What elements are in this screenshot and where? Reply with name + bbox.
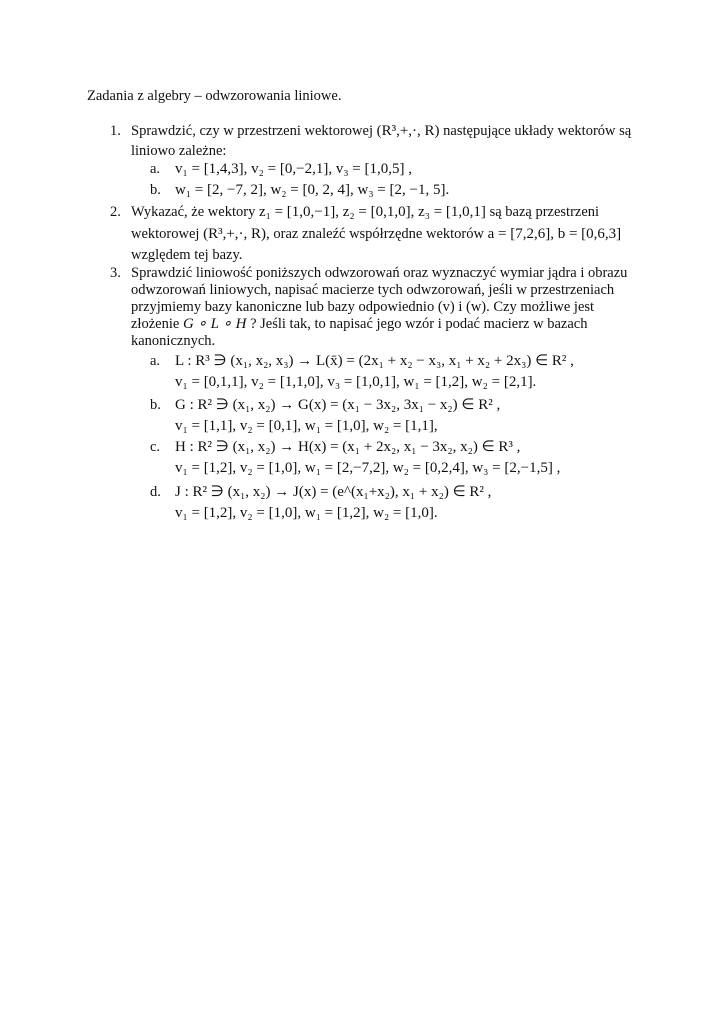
task1-b-label: b.	[150, 182, 161, 198]
task3-line3: przyjmiemy bazy kanoniczne lub bazy odpowiednio (v) i (w). Czy możliwe jest	[131, 299, 595, 315]
task3-b-bases: v₁ = [1,1], v₂ = [0,1], w₁ = [1,0], w₂ = [1,1],	[175, 418, 438, 434]
task2-text2-mid: oraz znaleźć współrzędne wektorów	[273, 226, 484, 242]
task2-line3: względem tej bazy.	[131, 247, 243, 263]
task3-composition: G ∘ L ∘ H	[182, 316, 247, 332]
task3-text: złożenie	[131, 316, 180, 332]
task3-d-bases: v₁ = [1,2], v₂ = [1,0], w₁ = [1,2], w₂ = [1,0].	[175, 505, 438, 521]
task2-vectors: z₁ = [1,0,−1], z₂ = [0,1,0], z₃ = [1,0,1]	[258, 204, 486, 220]
task1-a-label: a.	[150, 161, 161, 177]
task2-text: Wykazać, że wektory	[131, 204, 256, 220]
task3-number: 3.	[110, 265, 121, 281]
task1-number: 1.	[110, 123, 121, 139]
task1-text-end: następujące układy wektorów są	[443, 123, 632, 139]
task3-a-label: a.	[150, 353, 161, 369]
task1-line2: liniowo zależne:	[131, 143, 227, 159]
task3-d-map: J : R² ∋ (x₁, x₂) → J(x) = (e^(x₁+x₂), x₁ + x₂) ∈ R² ,	[175, 484, 492, 500]
task2-vectors2: a = [7,2,6], b = [0,6,3]	[487, 226, 622, 242]
task3-b-map: G : R² ∋ (x₁, x₂) → G(x) = (x₁ − 3x₂, 3x₁ − x₂) ∈ R² ,	[175, 397, 501, 413]
task2-text-end: są bazą przestrzeni	[489, 204, 600, 220]
task3-d-label: d.	[150, 484, 161, 500]
task3-text-end: ? Jeśli tak, to napisać jego wzór i podać macierz w bazach	[250, 316, 588, 332]
task3-c-bases: v₁ = [1,2], v₂ = [1,0], w₁ = [2,−7,2], w₂ = [0,2,4], w₃ = [2,−1,5] ,	[175, 460, 561, 476]
task3-line1: Sprawdzić liniowość poniższych odwzorowań oraz wyznaczyć wymiar jądra i obrazu	[131, 265, 628, 281]
task2-line1	[131, 203, 599, 221]
task3-b-label: b.	[150, 397, 161, 413]
task2-space: (R³,+,·, R),	[203, 226, 270, 242]
task2-number: 2.	[110, 204, 121, 220]
task3-c-label: c.	[150, 439, 161, 455]
task2-line2	[131, 225, 621, 243]
task1-text: Sprawdzić, czy w przestrzeni wektorowej	[131, 123, 373, 139]
task1-a-math: v₁ = [1,4,3], v₂ = [0,−2,1], v₃ = [1,0,5] ,	[175, 161, 412, 177]
document-title: Zadania z algebry – odwzorowania liniowe.	[87, 88, 342, 104]
task2-text2: wektorowej	[131, 226, 200, 242]
task1-b-math: w₁ = [2, −7, 2], w₂ = [0, 2, 4], w₃ = [2, −1, 5].	[175, 182, 450, 198]
task3-a-bases: v₁ = [0,1,1], v₂ = [1,1,0], v₃ = [1,0,1], w₁ = [1,2], w₂ = [2,1].	[175, 374, 537, 390]
task3-a-map: L : R³ ∋ (x₁, x₂, x₃) → L(x̄) = (2x₁ + x₂ − x₃, x₁ + x₂ + 2x₃) ∈ R² ,	[175, 353, 574, 369]
task3-c-map: H : R² ∋ (x₁, x₂) → H(x) = (x₁ + 2x₂, x₁ − 3x₂, x₂) ∈ R³ ,	[175, 439, 521, 455]
task3-line5: kanonicznych.	[131, 333, 216, 349]
task1-space: (R³,+,·, R)	[376, 123, 440, 139]
task3-line4	[131, 315, 587, 333]
task1-line1	[131, 122, 631, 140]
task3-line2: odwzorowań liniowych, napisać macierze tych odwzorowań, jeśli w przestrzeniach	[131, 282, 615, 298]
